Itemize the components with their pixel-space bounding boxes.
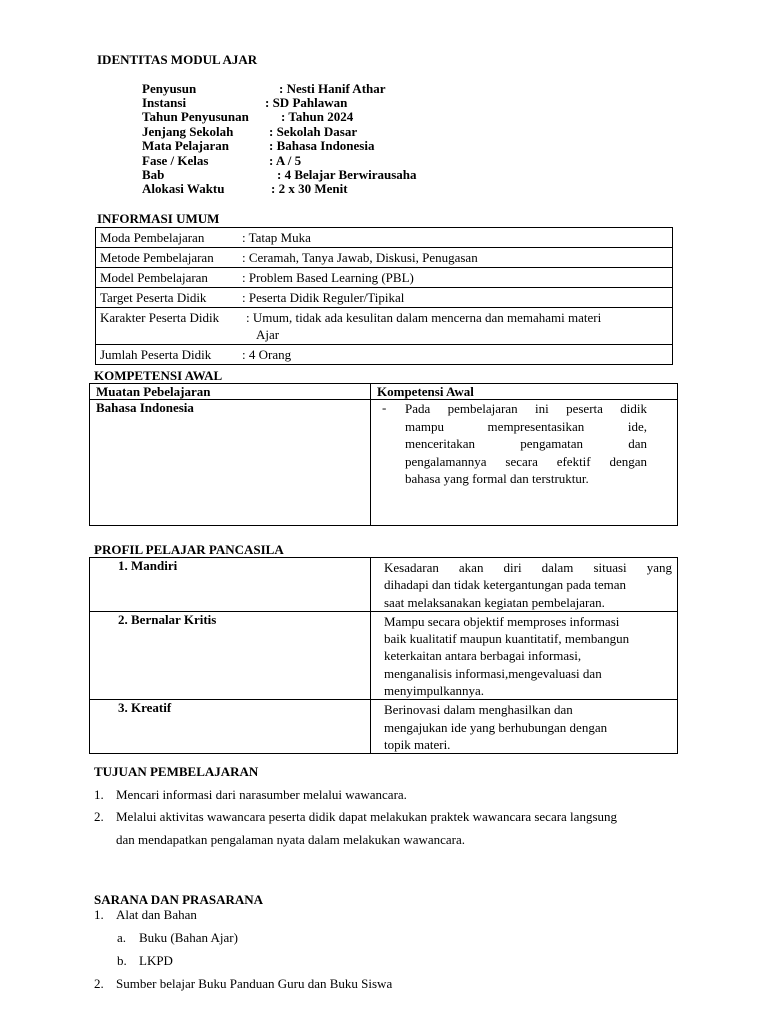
profil-name: 2. Bernalar Kritis: [90, 611, 371, 699]
info-value: : Ceramah, Tanya Jawab, Diskusi, Penugasan: [242, 250, 478, 265]
list-text-continued: dan mendapatkan pengalaman nyata dalam melakukan wawancara.: [116, 832, 466, 847]
text-line: pengalamannya secara efektif dengan: [405, 453, 647, 469]
table-row: [90, 400, 678, 526]
list-number: 1.: [94, 787, 104, 802]
text-line: baik kualitatif maupun kuantitatif, membangun: [384, 631, 630, 647]
identitas-value: : Tahun 2024: [281, 109, 354, 124]
list-number: 2.: [94, 976, 104, 991]
text-line: menceritakan pengamatan dan: [405, 436, 647, 451]
identitas-row: [142, 95, 348, 110]
text-line: menganalisis informasi,mengevaluasi dan: [384, 665, 602, 681]
table-row: [90, 558, 678, 612]
text-line: mengajukan ide yang berhubungan dengan: [384, 719, 608, 735]
info-value: : Problem Based Learning (PBL): [242, 270, 414, 285]
identitas-row: [142, 153, 302, 168]
profil-title: PROFIL PELAJAR PANCASILA: [94, 542, 284, 557]
list-text: Sumber belajar Buku Panduan Guru dan Buku Siswa: [116, 976, 393, 991]
tujuan-title: TUJUAN PEMBELAJARAN: [94, 764, 259, 779]
sarana-title: SARANA DAN PRASARANA: [94, 892, 264, 907]
list-text: Alat dan Bahan: [116, 907, 197, 922]
identitas-row: [142, 138, 375, 153]
identitas-row: [142, 124, 358, 139]
identitas-label: Penyusun: [142, 81, 197, 96]
profil-name: 3. Kreatif: [90, 700, 371, 754]
identitas-row: [142, 81, 386, 96]
table-row: [96, 228, 673, 248]
list-item: [94, 787, 407, 802]
table-row: [96, 248, 673, 268]
table-header-row: [90, 384, 678, 400]
text-line: dihadapi dan tidak ketergantungan pada teman: [384, 577, 626, 593]
subject-cell: Bahasa Indonesia: [90, 400, 371, 526]
list-number: a.: [117, 930, 127, 945]
list-item: [94, 809, 618, 824]
kompetensi-text: [405, 400, 647, 488]
list-number: 2.: [94, 809, 104, 824]
kompetensi-awal-table: [89, 383, 678, 526]
profil-table: [89, 557, 678, 754]
table-row: [96, 288, 673, 308]
kompetensi-cell: [371, 400, 678, 526]
list-item: [94, 976, 393, 991]
info-label: Moda Pembelajaran: [100, 230, 205, 245]
profil-desc: [371, 558, 678, 612]
identitas-label: Alokasi Waktu: [142, 181, 225, 196]
identitas-row: [142, 167, 417, 182]
identitas-label: Jenjang Sekolah: [142, 124, 234, 139]
identitas-label: Instansi: [142, 95, 187, 110]
bullet-dash: -: [382, 400, 387, 415]
identitas-value: : 2 x 30 Menit: [271, 181, 348, 196]
identitas-value: : Nesti Hanif Athar: [279, 81, 386, 96]
table-row: [96, 268, 673, 288]
text-line: menyimpulkannya.: [384, 683, 485, 699]
text-line: bahasa yang formal dan terstruktur.: [405, 471, 589, 486]
text-line: mampu mempresentasikan ide,: [405, 418, 647, 434]
list-text: Buku (Bahan Ajar): [139, 930, 238, 945]
identitas-label: Fase / Kelas: [142, 153, 209, 168]
text-line: keterkaitan antara berbagai informasi,: [384, 648, 582, 664]
list-item: [94, 907, 197, 922]
table-row: [96, 345, 673, 365]
profil-desc: [371, 611, 678, 699]
identitas-value: : Bahasa Indonesia: [269, 138, 375, 153]
info-label: Model Pembelajaran: [100, 270, 208, 285]
list-item: [117, 953, 173, 968]
text-line: Berinovasi dalam menghasilkan dan: [384, 702, 573, 718]
text-line: Mampu secara objektif memproses informasi: [384, 613, 620, 629]
identitas-value: : Sekolah Dasar: [269, 124, 358, 139]
text-line: Pada pembelajaran ini peserta didik: [405, 401, 647, 416]
identitas-label: Mata Pelajaran: [142, 138, 230, 153]
profil-desc: [371, 700, 678, 754]
informasi-umum-table: [95, 227, 673, 365]
info-value: : Peserta Didik Reguler/Tipikal: [242, 290, 405, 305]
list-text: Mencari informasi dari narasumber melalui wawancara.: [116, 787, 407, 802]
table-row: [90, 700, 678, 754]
column-header: Kompetensi Awal: [371, 384, 678, 400]
info-value-continued: Ajar: [256, 327, 280, 342]
text-line: topik materi.: [384, 736, 451, 752]
kompetensi-awal-title: KOMPETENSI AWAL: [94, 368, 223, 383]
info-value: : 4 Orang: [242, 347, 292, 362]
list-item: [117, 930, 238, 945]
info-label: Metode Pembelajaran: [100, 250, 214, 265]
list-text: LKPD: [139, 953, 173, 968]
identitas-value: : 4 Belajar Berwirausaha: [277, 167, 417, 182]
list-number: 1.: [94, 907, 104, 922]
table-row: [90, 611, 678, 699]
profil-name: 1. Mandiri: [90, 558, 371, 612]
column-header: Muatan Pebelajaran: [90, 384, 371, 400]
identitas-value: : SD Pahlawan: [265, 95, 348, 110]
identitas-label: Tahun Penyusunan: [142, 109, 249, 124]
informasi-umum-title: INFORMASI UMUM: [97, 211, 220, 226]
table-row: [96, 308, 673, 345]
text-line: Kesadaran akan diri dalam situasi yang: [384, 560, 672, 575]
identitas-value: : A / 5: [269, 153, 302, 168]
info-value: : Tatap Muka: [242, 230, 311, 245]
identitas-row: [142, 181, 348, 196]
info-label: Jumlah Peserta Didik: [100, 347, 212, 362]
info-label: Karakter Peserta Didik: [100, 310, 220, 325]
info-value: : Umum, tidak ada kesulitan dalam mencerna dan memahami materi: [246, 310, 602, 325]
text-line: saat melaksanakan kegiatan pembelajaran.: [384, 594, 605, 610]
identitas-title: IDENTITAS MODUL AJAR: [97, 52, 258, 67]
list-number: b.: [117, 953, 127, 968]
identitas-label: Bab: [142, 167, 165, 182]
info-label: Target Peserta Didik: [100, 290, 207, 305]
identitas-row: [142, 109, 354, 124]
list-text: Melalui aktivitas wawancara peserta didik dapat melakukan praktek wawancara secara langsung: [116, 809, 618, 824]
